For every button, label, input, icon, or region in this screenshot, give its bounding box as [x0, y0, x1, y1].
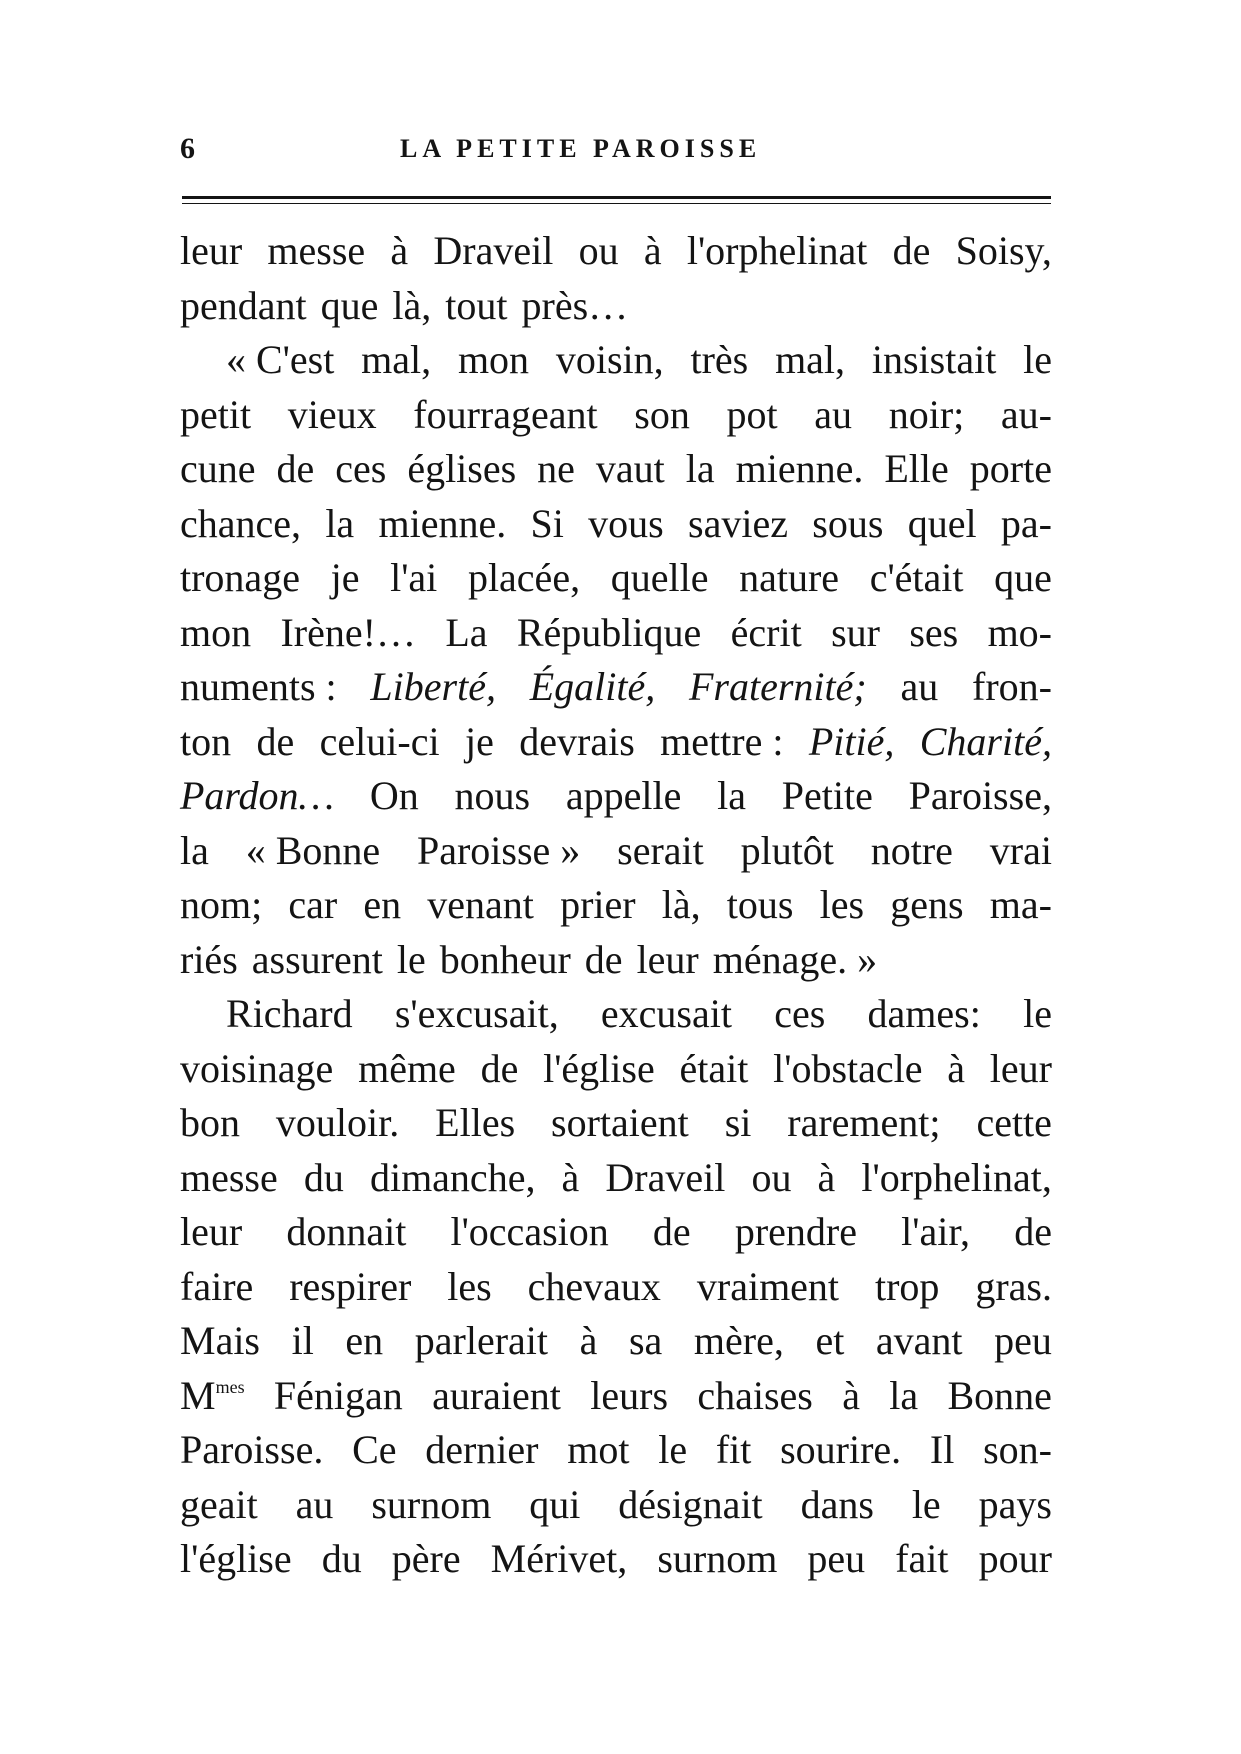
word: mère,: [693, 1318, 784, 1363]
word: car: [288, 882, 338, 927]
text-line: [180, 388, 1052, 443]
word: pays: [978, 1481, 1052, 1527]
word: de: [1014, 1209, 1052, 1254]
word: celui-ci: [319, 718, 440, 764]
word: le: [911, 1481, 941, 1527]
word: mal,: [361, 337, 432, 382]
word: sur: [831, 609, 880, 655]
word: ton: [180, 718, 232, 764]
word: à: [947, 1045, 966, 1091]
text-line: [180, 1369, 1052, 1424]
superscript: mes: [215, 1376, 245, 1397]
word: mienne.: [735, 446, 864, 491]
word: l'obstacle: [773, 1045, 923, 1091]
word: son-: [983, 1427, 1052, 1472]
word: trop: [874, 1263, 940, 1309]
word: prendre: [734, 1209, 857, 1254]
word: Soisy,: [955, 228, 1052, 273]
word: quelle: [610, 555, 709, 600]
word: ou: [751, 1154, 792, 1200]
word: Égalité,: [529, 664, 656, 709]
text-line: [180, 1260, 1052, 1315]
running-title: LA PETITE PAROISSE: [400, 134, 762, 163]
word: mon: [180, 609, 252, 655]
word: vouloir.: [275, 1100, 400, 1145]
word: la: [180, 827, 209, 873]
text-line: [180, 279, 1052, 334]
word: vous: [588, 500, 664, 546]
text-line: [180, 442, 1052, 497]
word: mienne.: [378, 500, 507, 546]
word: gens: [890, 882, 964, 927]
text-line: [180, 1151, 1052, 1206]
word: notre: [870, 827, 953, 873]
word: On: [369, 773, 419, 818]
word: rarement;: [787, 1100, 941, 1145]
word: devrais: [519, 718, 635, 764]
word: quel: [907, 500, 977, 546]
word: mot: [567, 1427, 630, 1472]
word: de: [892, 228, 931, 273]
word: désignait: [618, 1481, 763, 1527]
word: l'orphelinat: [686, 228, 868, 273]
word: à: [817, 1154, 836, 1200]
word: placée,: [467, 555, 581, 600]
word: Ce: [352, 1427, 397, 1472]
word: Draveil: [605, 1154, 726, 1200]
word: petit: [180, 391, 252, 437]
word: nous: [454, 773, 531, 818]
text-line: [180, 824, 1052, 879]
word: Irène!…: [280, 609, 416, 655]
word: sous: [812, 500, 884, 546]
word: voisin,: [555, 337, 664, 382]
word: assurent: [251, 936, 383, 982]
word: surnom: [657, 1536, 778, 1581]
word: qui: [529, 1481, 581, 1527]
word: l'air,: [901, 1209, 971, 1254]
word: au-: [1000, 391, 1052, 437]
word: surnom: [371, 1481, 492, 1527]
word: bonheur: [439, 936, 571, 982]
word: tous: [726, 882, 794, 927]
word: s'excusait,: [394, 991, 559, 1036]
word: Fénigan: [273, 1372, 403, 1418]
word: leur: [636, 936, 699, 982]
word: Fraternité;: [689, 664, 867, 709]
word: « Bonne: [245, 827, 381, 873]
word: à: [390, 228, 409, 273]
word: numents :: [180, 664, 337, 709]
word: Pitié,: [808, 718, 895, 764]
word: serait: [617, 827, 704, 873]
text-line: [180, 715, 1052, 770]
word: les: [819, 882, 865, 927]
word: $M^{mes}$: [180, 1372, 245, 1418]
word: du: [303, 1154, 344, 1200]
word: Paroisse,: [908, 773, 1052, 818]
word: pa-: [1000, 500, 1052, 546]
page-number: 6: [180, 132, 195, 165]
word: Charité,: [919, 718, 1052, 764]
word: de: [652, 1209, 691, 1254]
word: que: [320, 282, 379, 328]
word: dans: [800, 1481, 874, 1527]
word: en: [345, 1318, 384, 1363]
word: ménage. »: [712, 936, 878, 982]
word: respirer: [289, 1263, 412, 1309]
word: dernier: [425, 1427, 539, 1472]
word: Mérivet,: [490, 1536, 628, 1581]
word: à: [643, 228, 662, 273]
text-line: [180, 551, 1052, 606]
word: ne: [537, 446, 575, 491]
word: mo-: [987, 609, 1052, 655]
word: de: [276, 446, 315, 491]
word: prier: [560, 882, 636, 927]
text-line: [180, 660, 1052, 715]
word: à: [579, 1318, 598, 1363]
word: gras.: [975, 1263, 1052, 1309]
word: de: [584, 936, 623, 982]
word: Draveil: [433, 228, 554, 273]
word: parlerait: [414, 1318, 549, 1363]
word: le: [396, 936, 426, 982]
word: peu: [807, 1536, 866, 1581]
word: leur: [180, 1209, 243, 1254]
word: la: [325, 500, 355, 546]
word: le: [658, 1427, 688, 1472]
word: l'église: [180, 1536, 292, 1581]
word: fit: [715, 1427, 752, 1472]
word: peu: [994, 1318, 1052, 1363]
text-line: [180, 333, 1052, 388]
word: ses: [909, 609, 959, 655]
word: nom;: [180, 882, 263, 927]
word: messe: [180, 1154, 278, 1200]
word: l'église: [543, 1045, 655, 1091]
word: vrai: [989, 827, 1052, 873]
word: sourire.: [780, 1427, 902, 1472]
word: ces: [774, 991, 826, 1036]
word: la: [717, 773, 746, 818]
word: le: [1023, 991, 1052, 1036]
word: père: [391, 1536, 461, 1581]
text-line: [180, 1532, 1052, 1587]
word: avant: [875, 1318, 963, 1363]
word: au: [900, 664, 939, 709]
text-line: [180, 497, 1052, 552]
word: porte: [969, 446, 1052, 491]
word: Il: [929, 1427, 955, 1472]
word: le: [1023, 337, 1052, 382]
word: l'ai: [390, 555, 438, 600]
text-line: [180, 224, 1052, 279]
word: tronage: [180, 555, 300, 600]
word: la: [685, 446, 715, 491]
word: son: [634, 391, 690, 437]
text-line: [180, 1423, 1052, 1478]
word: nature: [739, 555, 840, 600]
word: ma-: [989, 882, 1052, 927]
word: leur: [180, 228, 243, 273]
word: c'était: [869, 555, 964, 600]
text-line: [180, 606, 1052, 661]
word: République: [516, 609, 702, 655]
word: près…: [521, 282, 629, 328]
word: Paroisse.: [180, 1427, 324, 1472]
word: dames:: [867, 991, 981, 1036]
word: « C'est: [226, 337, 335, 382]
word: à: [842, 1372, 860, 1418]
word: pot: [726, 391, 778, 437]
word: mettre :: [660, 718, 784, 764]
word: sa: [628, 1318, 663, 1363]
word: mon: [457, 337, 530, 382]
word: cune: [180, 446, 256, 491]
word: au: [814, 391, 853, 437]
word: ou: [578, 228, 619, 273]
word: de: [256, 718, 295, 764]
word: ces: [335, 446, 387, 491]
word: Richard: [226, 991, 353, 1036]
word: leur: [989, 1045, 1052, 1091]
text-line: [180, 1314, 1052, 1369]
word: fait: [895, 1536, 949, 1581]
word: sortaient: [551, 1100, 689, 1145]
word: voisinage: [180, 1045, 334, 1091]
text-line: [180, 1096, 1052, 1151]
header-rule-thin: [182, 203, 1051, 204]
word: mal,: [775, 337, 846, 382]
word: Si: [530, 500, 564, 546]
header-rule: [182, 196, 1051, 199]
word: que: [994, 555, 1052, 600]
word: de: [480, 1045, 519, 1091]
word: à: [561, 1154, 580, 1200]
text-line: [180, 769, 1052, 824]
word: Paroisse »: [416, 827, 581, 873]
word: Pardon…: [180, 773, 335, 818]
word: cette: [976, 1100, 1052, 1145]
word: vraiment: [696, 1263, 840, 1309]
word: donnait: [286, 1209, 407, 1254]
word: noir;: [888, 391, 965, 437]
word: était: [679, 1045, 749, 1091]
word: Bonne: [947, 1372, 1052, 1418]
word: vaut: [595, 446, 665, 491]
word: là,: [661, 882, 701, 927]
word: fron-: [972, 664, 1052, 709]
word: excusait: [600, 991, 732, 1036]
word: au: [295, 1481, 334, 1527]
word: Elle: [884, 446, 949, 491]
word: même: [358, 1045, 456, 1091]
word: églises: [407, 446, 517, 491]
word: si: [724, 1100, 752, 1145]
word: chance,: [180, 500, 302, 546]
text-line: [180, 933, 1052, 988]
word: Elles: [435, 1100, 516, 1145]
word: saviez: [688, 500, 788, 546]
word: auraient: [432, 1372, 561, 1418]
word: très: [690, 337, 749, 382]
word: et: [815, 1318, 845, 1363]
word: l'orphelinat,: [861, 1154, 1052, 1200]
word: Petite: [781, 773, 873, 818]
word: tout: [445, 282, 508, 328]
text-line: [180, 987, 1052, 1042]
text-line: [180, 878, 1052, 933]
word: chaises: [697, 1372, 813, 1418]
word: riés: [180, 936, 238, 982]
word: leurs: [590, 1372, 669, 1418]
word: Mais: [180, 1318, 260, 1363]
text-line: [180, 1042, 1052, 1097]
word: messe: [267, 228, 366, 273]
word: je: [330, 555, 360, 600]
word: vieux: [287, 391, 377, 437]
word: appelle: [565, 773, 682, 818]
word: les: [447, 1263, 492, 1309]
text-line: [180, 1205, 1052, 1260]
word: faire: [180, 1263, 254, 1309]
word: pour: [978, 1536, 1052, 1581]
word: chevaux: [527, 1263, 661, 1309]
word: dimanche,: [369, 1154, 536, 1200]
word: bon: [180, 1100, 240, 1145]
body-text: [180, 224, 1052, 1587]
word: Liberté,: [370, 664, 496, 709]
word: La: [445, 609, 488, 655]
word: il: [291, 1318, 314, 1363]
word: en: [363, 882, 402, 927]
word: pendant: [180, 282, 307, 328]
word: fourrageant: [413, 391, 598, 437]
word: écrit: [730, 609, 802, 655]
word: je: [464, 718, 494, 764]
word: la: [889, 1372, 919, 1418]
word: du: [321, 1536, 362, 1581]
text-line: [180, 1478, 1052, 1533]
word: là,: [392, 282, 432, 328]
word: plutôt: [740, 827, 834, 873]
word: insistait: [871, 337, 997, 382]
word: l'occasion: [450, 1209, 609, 1254]
word: venant: [427, 882, 534, 927]
word: geait: [180, 1481, 258, 1527]
